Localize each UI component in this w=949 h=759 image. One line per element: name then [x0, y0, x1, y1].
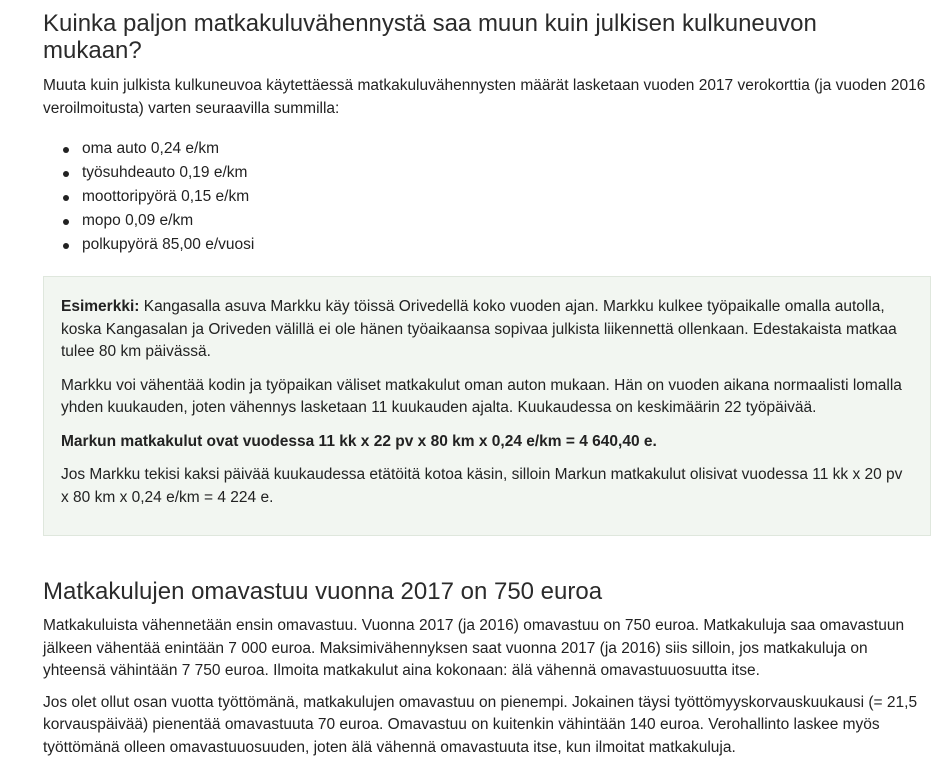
intro-paragraph: Muuta kuin julkista kulkuneuvoa käytettäessä matkakuluvähennysten määrät lasketaan vuoden 2017 verokorttia (ja vuoden 2016 veroilmoitusta) varten seuraavilla summilla: — [43, 75, 933, 120]
list-item: oma auto 0,24 e/km — [82, 137, 933, 161]
list-item: polkupyörä 85,00 e/vuosi — [82, 233, 933, 257]
example-calculation: Markun matkakulut ovat vuodessa 11 kk x 22 pv x 80 km x 0,24 e/km = 4 640,40 e. — [61, 431, 914, 454]
section-heading-deductible: Matkakulujen omavastuu vuonna 2017 on 750 euroa — [43, 578, 933, 605]
list-item: työsuhdeauto 0,19 e/km — [82, 161, 933, 185]
example-paragraph-4: Jos Markku tekisi kaksi päivää kuukaudessa etätöitä kotoa käsin, silloin Markun matkakulut olisivat vuodessa 11 kk x 20 pv x 80 km x 0,24 e/km = 4 224 e. — [61, 464, 914, 509]
list-item: mopo 0,09 e/km — [82, 209, 933, 233]
list-item: moottoripyörä 0,15 e/km — [82, 185, 933, 209]
example-text: Kangasalla asuva Markku käy töissä Orivedellä koko vuoden ajan. Markku kulkee työpaikalle omalla autolla, koska Kangasalan ja Oriveden välillä ei ole hänen työaikaansa sopivaa julkista liikennettä ollenkaan. Edestakaista matkaa tulee 80 km päivässä. — [61, 298, 897, 360]
deductible-paragraph-1: Matkakuluista vähennetään ensin omavastuu. Vuonna 2017 (ja 2016) omavastuu on 750 euroa. Matkakuluja saa omavastuun jälkeen vähentää enintään 7 000 euroa. Maksimivähennyksen saat vuonna 2017 (ja 2016) siis silloin, jos matkakuluja on yhteensä vähintään 7 750 euroa. Ilmoita matkakulut aina kokonaan: älä vähennä omavastuuosuutta itse. — [43, 615, 933, 683]
rate-list — [43, 137, 933, 257]
section-heading-travel-deduction: Kuinka paljon matkakuluvähennystä saa muun kuin julkisen kulkuneuvon mukaan? — [43, 10, 903, 64]
deductible-paragraph-2: Jos olet ollut osan vuotta työttömänä, matkakulujen omavastuu on pienempi. Jokainen täysi työttömyyskorvauskuukausi (= 21,5 korvauspäivää) pienentää omavastuuta 70 euroa. Omavastuu on kuitenkin vähintään 140 euroa. Verohallinto laskee myös työttömänä olleen omavastuuosuuden, joten älä vähennä omavastuuta itse, kun ilmoitat matkakuluja. — [43, 692, 933, 759]
example-box — [43, 276, 931, 536]
example-paragraph-1 — [61, 296, 914, 364]
example-paragraph-2: Markku voi vähentää kodin ja työpaikan väliset matkakulut oman auton mukaan. Hän on vuoden aikana normaalisti lomalla yhden kuukauden, joten vähennys lasketaan 11 kuukauden ajalta. Kuukaudessa on keskimäärin 22 työpäivää. — [61, 375, 914, 420]
example-label: Esimerkki: — [61, 298, 139, 315]
